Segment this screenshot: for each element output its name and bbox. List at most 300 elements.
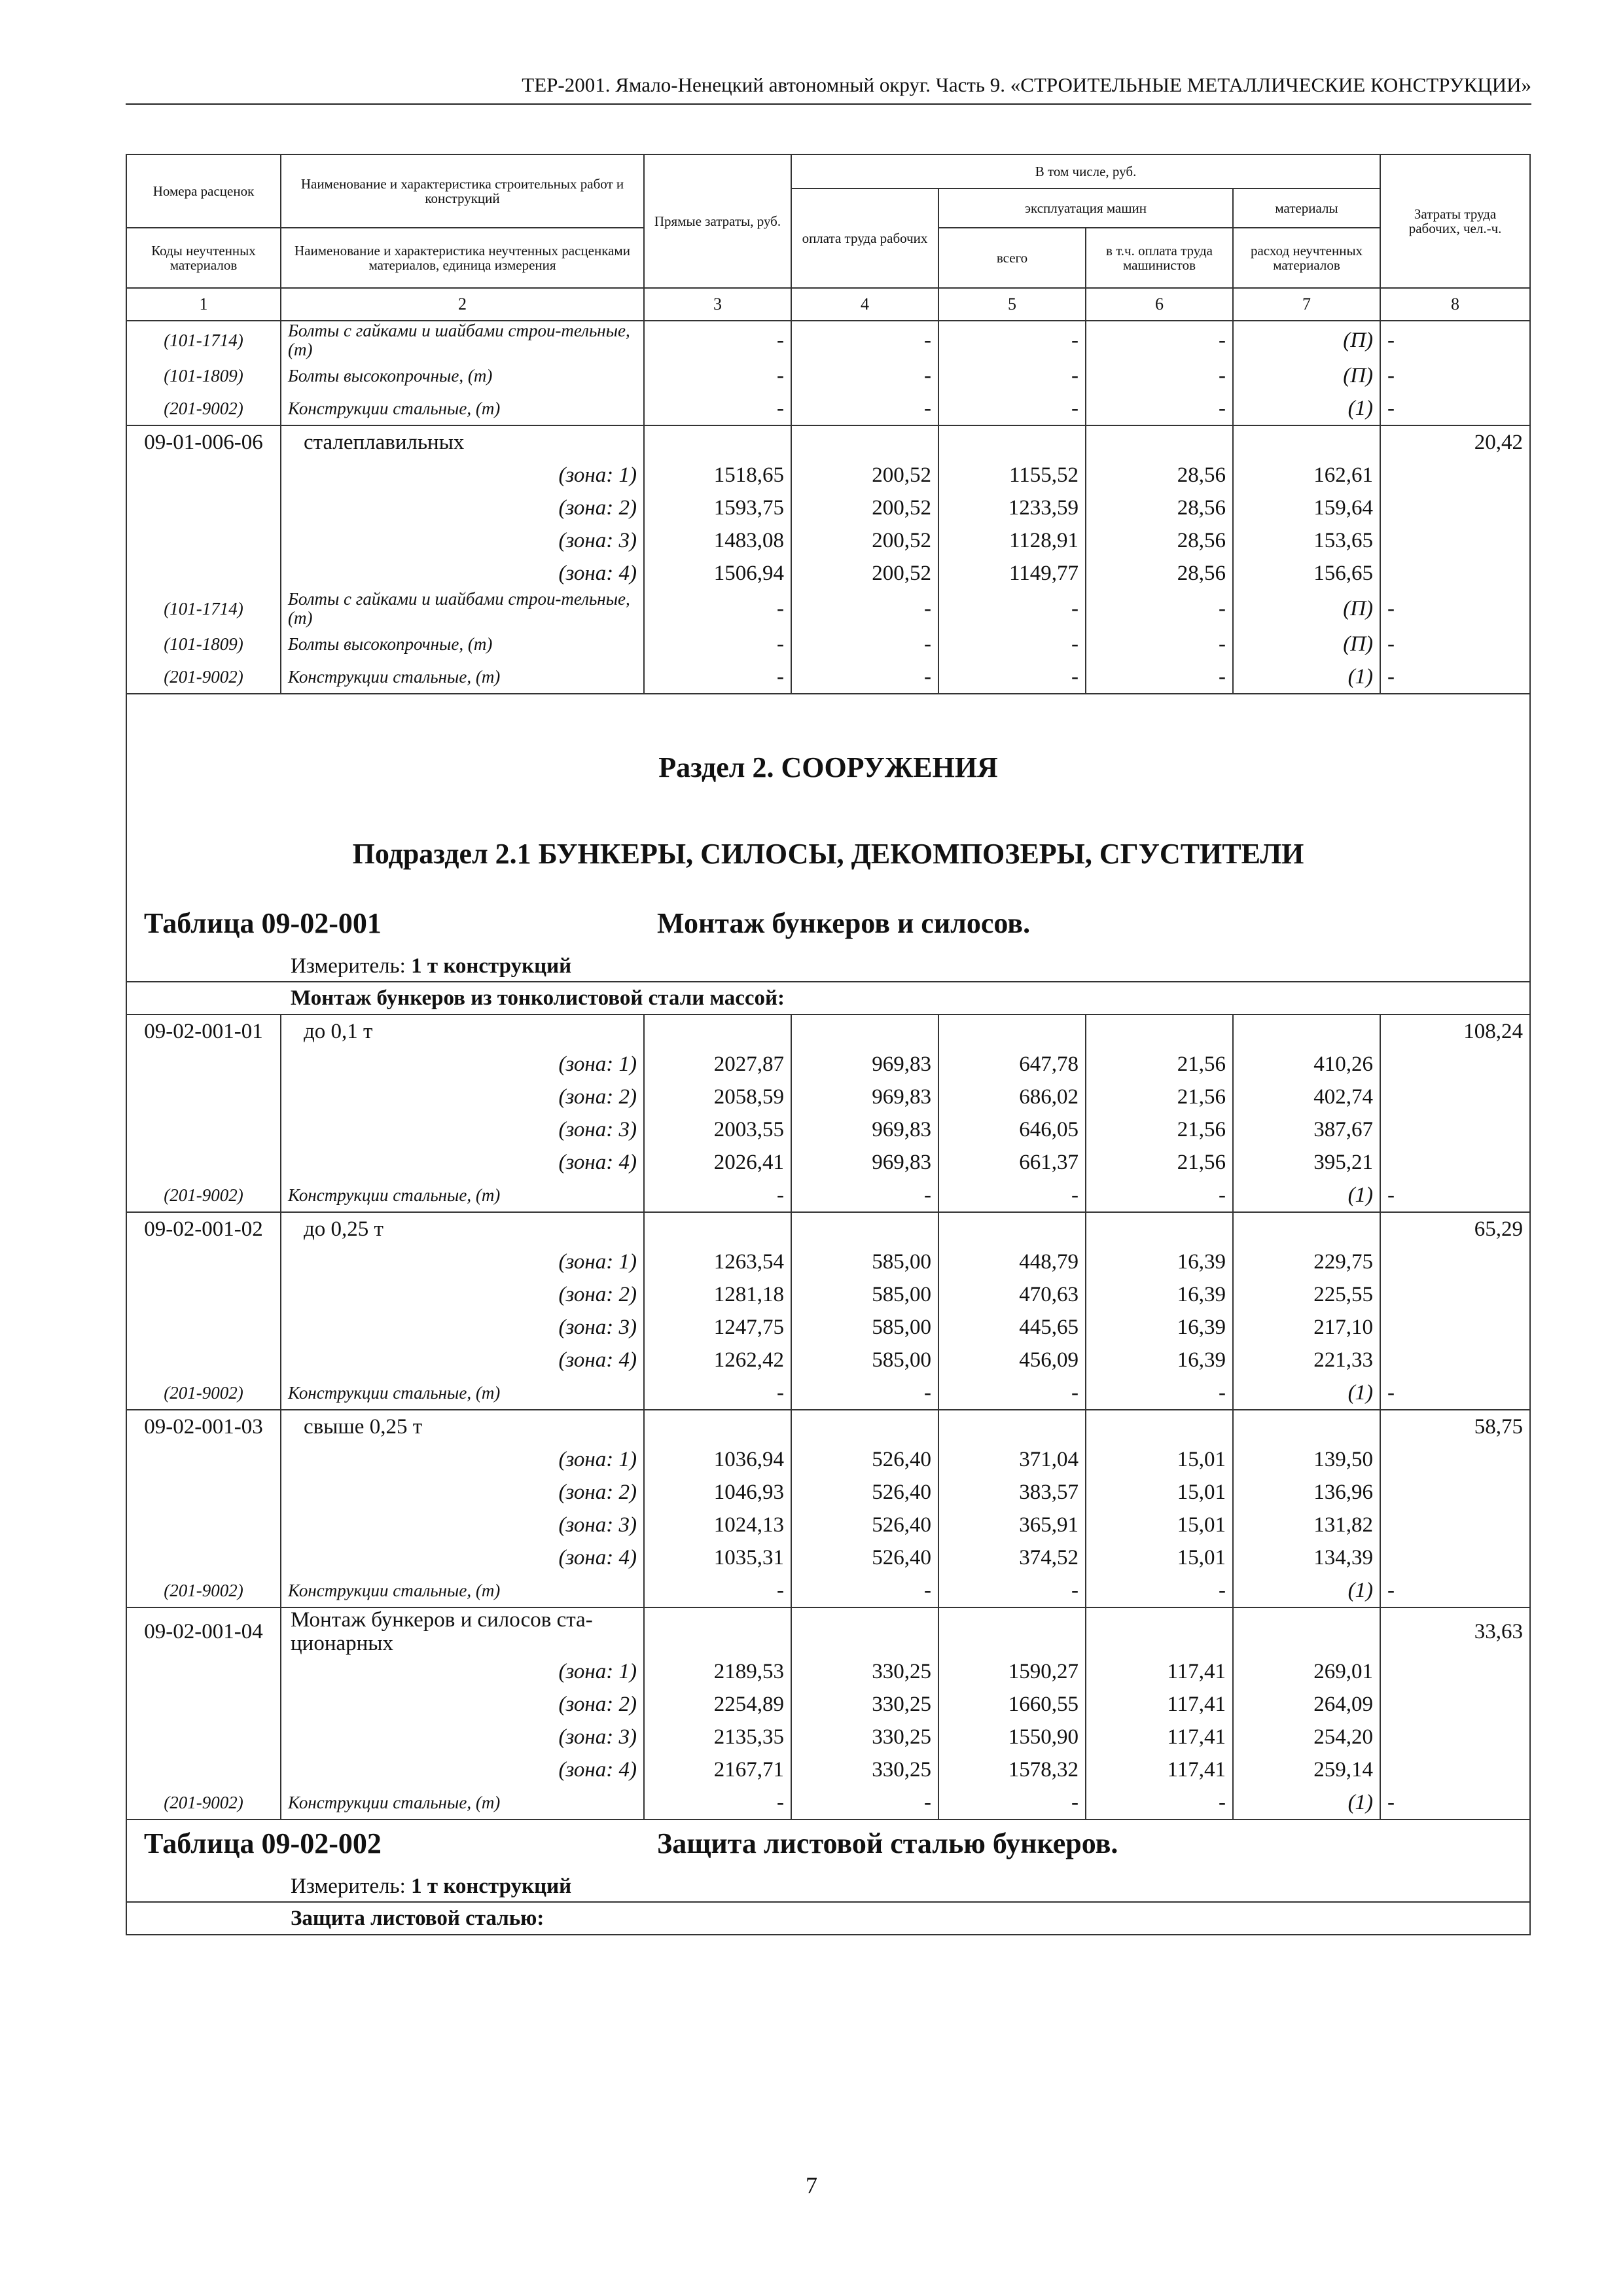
empty-cell	[1380, 1278, 1530, 1311]
empty-cell	[1086, 1607, 1233, 1655]
value-cell: 1036,94	[644, 1443, 791, 1476]
value-cell: 526,40	[791, 1509, 938, 1541]
labor-cost: 65,29	[1380, 1212, 1530, 1246]
value-cell: -	[1086, 590, 1233, 628]
empty-cell	[1233, 425, 1380, 459]
col-number: 6	[1086, 288, 1233, 321]
measure-line	[127, 951, 1529, 981]
th-material-codes: Коды неучтенных материалов	[126, 228, 281, 288]
th-work-name: Наименование и характеристика строительных работ и конструкций	[281, 154, 644, 228]
zone-label: (зона: 1)	[281, 1443, 644, 1476]
value-cell: 1590,27	[938, 1655, 1086, 1688]
value-cell: -	[1086, 359, 1233, 392]
value-cell: 28,56	[1086, 524, 1233, 557]
material-qty: (П)	[1233, 590, 1380, 628]
empty-cell	[938, 1607, 1086, 1655]
page-number: 7	[806, 2172, 817, 2198]
zone-row	[126, 492, 1530, 524]
value-cell: -	[1380, 660, 1530, 694]
value-cell: 1233,59	[938, 492, 1086, 524]
empty-cell	[1380, 1146, 1530, 1179]
material-code: (201-9002)	[126, 1786, 281, 1820]
empty-cell	[1380, 557, 1530, 590]
value-cell: -	[1086, 628, 1233, 660]
value-cell: 395,21	[1233, 1146, 1380, 1179]
empty-cell	[126, 1443, 281, 1476]
zone-row	[126, 1476, 1530, 1509]
material-qty: (1)	[1233, 660, 1380, 694]
value-cell: -	[1380, 1574, 1530, 1607]
value-cell: 16,39	[1086, 1311, 1233, 1344]
value-cell: 225,55	[1233, 1278, 1380, 1311]
material-code: (101-1714)	[126, 590, 281, 628]
zone-row	[126, 1278, 1530, 1311]
subsection-title: Подраздел 2.1 БУНКЕРЫ, СИЛОСЫ, ДЕКОМПОЗЕРЫ, СГУСТИТЕЛИ	[352, 838, 1304, 870]
value-cell: -	[791, 628, 938, 660]
rate-name: Монтаж бункеров и силосов ста-ционарных	[281, 1607, 644, 1655]
value-cell: 15,01	[1086, 1476, 1233, 1509]
value-cell: 456,09	[938, 1344, 1086, 1376]
table-header	[126, 154, 1530, 321]
empty-cell	[1086, 425, 1233, 459]
value-cell: -	[938, 359, 1086, 392]
value-cell: -	[1086, 1574, 1233, 1607]
empty-cell	[126, 1146, 281, 1179]
value-cell: 21,56	[1086, 1081, 1233, 1113]
material-qty: (П)	[1233, 628, 1380, 660]
empty-cell	[1380, 492, 1530, 524]
empty-cell	[644, 425, 791, 459]
value-cell: 162,61	[1233, 459, 1380, 492]
zone-label: (зона: 2)	[281, 1278, 644, 1311]
value-cell: 217,10	[1233, 1311, 1380, 1344]
th-machinists-wages: в т.ч. оплата труда машинистов	[1086, 228, 1233, 288]
rate-row	[126, 425, 1530, 459]
zone-label: (зона: 1)	[281, 1048, 644, 1081]
zone-row	[126, 1721, 1530, 1753]
empty-cell	[126, 557, 281, 590]
th-direct-costs: Прямые затраты, руб.	[644, 154, 791, 288]
empty-cell	[644, 1607, 791, 1655]
value-cell: -	[938, 1574, 1086, 1607]
material-row	[126, 590, 1530, 628]
value-cell: -	[644, 660, 791, 694]
material-code: (201-9002)	[126, 660, 281, 694]
value-cell: -	[1380, 359, 1530, 392]
empty-cell	[126, 1541, 281, 1574]
empty-cell	[1380, 459, 1530, 492]
zone-label: (зона: 4)	[281, 1344, 644, 1376]
value-cell: 200,52	[791, 557, 938, 590]
empty-cell	[938, 1410, 1086, 1443]
material-row	[126, 1574, 1530, 1607]
col-number: 1	[126, 288, 281, 321]
col-number: 7	[1233, 288, 1380, 321]
value-cell: -	[644, 392, 791, 425]
measure-value: 1 т конструкций	[411, 954, 572, 978]
value-cell: 1247,75	[644, 1311, 791, 1344]
value-cell: 229,75	[1233, 1246, 1380, 1278]
measure-prefix: Измеритель:	[291, 1874, 406, 1898]
zone-row	[126, 1655, 1530, 1688]
material-row	[126, 660, 1530, 694]
value-cell: 1660,55	[938, 1688, 1086, 1721]
value-cell: 585,00	[791, 1311, 938, 1344]
zone-label: (зона: 1)	[281, 459, 644, 492]
value-cell: 2254,89	[644, 1688, 791, 1721]
value-cell: 117,41	[1086, 1753, 1233, 1786]
empty-cell	[126, 524, 281, 557]
value-cell: 221,33	[1233, 1344, 1380, 1376]
rate-name: сталеплавильных	[281, 425, 644, 459]
material-qty: (1)	[1233, 1376, 1380, 1410]
zone-row	[126, 1246, 1530, 1278]
material-name: Конструкции стальные, (т)	[281, 660, 644, 694]
value-cell: -	[938, 1786, 1086, 1820]
value-cell: 269,01	[1233, 1655, 1380, 1688]
value-cell: -	[938, 590, 1086, 628]
zone-row	[126, 1146, 1530, 1179]
value-cell: 526,40	[791, 1476, 938, 1509]
value-cell: 2189,53	[644, 1655, 791, 1688]
empty-cell	[126, 1721, 281, 1753]
value-cell: 1281,18	[644, 1278, 791, 1311]
value-cell: 2135,35	[644, 1721, 791, 1753]
rate-09-02-001-03	[126, 1410, 1530, 1607]
empty-cell	[126, 1753, 281, 1786]
table-title: Монтаж бункеров и силосов.	[657, 907, 1031, 939]
th-machines-total: всего	[938, 228, 1086, 288]
value-cell: 383,57	[938, 1476, 1086, 1509]
material-name: Конструкции стальные, (т)	[281, 1179, 644, 1212]
zone-row	[126, 1081, 1530, 1113]
measure-prefix: Измеритель:	[291, 954, 406, 978]
value-cell: 16,39	[1086, 1344, 1233, 1376]
value-cell: 2058,59	[644, 1081, 791, 1113]
empty-cell	[126, 1509, 281, 1541]
labor-cost: 20,42	[1380, 425, 1530, 459]
table-label: Таблица 09-02-002	[144, 1827, 382, 1859]
value-cell: -	[644, 590, 791, 628]
zone-row	[126, 1753, 1530, 1786]
table2-block	[126, 1820, 1530, 1935]
zone-label: (зона: 4)	[281, 1541, 644, 1574]
col-number: 4	[791, 288, 938, 321]
value-cell: -	[938, 1179, 1086, 1212]
empty-cell	[1086, 1410, 1233, 1443]
rate-row	[126, 1607, 1530, 1655]
material-name: Конструкции стальные, (т)	[281, 1786, 644, 1820]
value-cell: -	[1086, 1179, 1233, 1212]
value-cell: 330,25	[791, 1721, 938, 1753]
material-row	[126, 392, 1530, 425]
zone-label: (зона: 2)	[281, 1081, 644, 1113]
value-cell: 2026,41	[644, 1146, 791, 1179]
value-cell: 969,83	[791, 1113, 938, 1146]
header-rule	[126, 103, 1531, 105]
empty-cell	[126, 1688, 281, 1721]
zone-row	[126, 1344, 1530, 1376]
value-cell: -	[791, 359, 938, 392]
value-cell: -	[1086, 1786, 1233, 1820]
value-cell: 117,41	[1086, 1655, 1233, 1688]
empty-cell	[126, 1246, 281, 1278]
value-cell: 2003,55	[644, 1113, 791, 1146]
material-row	[126, 1179, 1530, 1212]
empty-cell	[1380, 1655, 1530, 1688]
measure-line	[127, 1871, 1529, 1901]
empty-cell	[644, 1014, 791, 1048]
price-table	[126, 154, 1531, 1935]
empty-cell	[791, 425, 938, 459]
value-cell: 1550,90	[938, 1721, 1086, 1753]
value-cell: 259,14	[1233, 1753, 1380, 1786]
value-cell: 402,74	[1233, 1081, 1380, 1113]
value-cell: 470,63	[938, 1278, 1086, 1311]
empty-cell	[1380, 1509, 1530, 1541]
material-qty: (П)	[1233, 359, 1380, 392]
empty-cell	[1380, 1113, 1530, 1146]
value-cell: 1155,52	[938, 459, 1086, 492]
zone-label: (зона: 4)	[281, 1146, 644, 1179]
value-cell: -	[791, 321, 938, 359]
empty-cell	[1380, 1688, 1530, 1721]
value-cell: -	[1380, 1786, 1530, 1820]
value-cell: 200,52	[791, 524, 938, 557]
value-cell: -	[938, 321, 1086, 359]
value-cell: 159,64	[1233, 492, 1380, 524]
value-cell: 585,00	[791, 1278, 938, 1311]
value-cell: 1262,42	[644, 1344, 791, 1376]
value-cell: 330,25	[791, 1688, 938, 1721]
empty-cell	[938, 1212, 1086, 1246]
table-label: Таблица 09-02-001	[144, 907, 382, 939]
empty-cell	[126, 1311, 281, 1344]
value-cell: 1035,31	[644, 1541, 791, 1574]
value-cell: 448,79	[938, 1246, 1086, 1278]
value-cell: 1149,77	[938, 557, 1086, 590]
empty-cell	[1380, 1443, 1530, 1476]
col-number: 8	[1380, 288, 1530, 321]
value-cell: -	[644, 1786, 791, 1820]
value-cell: 969,83	[791, 1146, 938, 1179]
material-row	[126, 1786, 1530, 1820]
value-cell: 969,83	[791, 1081, 938, 1113]
table-title: Защита листовой сталью бункеров.	[657, 1827, 1118, 1859]
value-cell: 365,91	[938, 1509, 1086, 1541]
rate-09-02-001-01	[126, 1014, 1530, 1212]
material-row	[126, 1376, 1530, 1410]
material-qty: (1)	[1233, 1574, 1380, 1607]
value-cell: -	[791, 1179, 938, 1212]
empty-cell	[938, 425, 1086, 459]
material-row	[126, 628, 1530, 660]
empty-cell	[791, 1607, 938, 1655]
th-labor: Затраты труда рабочих, чел.-ч.	[1380, 154, 1530, 288]
value-cell: -	[644, 1574, 791, 1607]
value-cell: 410,26	[1233, 1048, 1380, 1081]
material-row	[126, 359, 1530, 392]
empty-cell	[1380, 1721, 1530, 1753]
material-qty: (П)	[1233, 321, 1380, 359]
value-cell: 2027,87	[644, 1048, 791, 1081]
value-cell: 585,00	[791, 1344, 938, 1376]
value-cell: 28,56	[1086, 459, 1233, 492]
empty-cell	[791, 1410, 938, 1443]
zone-label: (зона: 3)	[281, 1113, 644, 1146]
value-cell: 1593,75	[644, 492, 791, 524]
value-cell: 647,78	[938, 1048, 1086, 1081]
zone-label: (зона: 3)	[281, 1509, 644, 1541]
subgroup-heading: Монтаж бункеров из тонколистовой стали массой:	[126, 982, 1530, 1014]
value-cell: 1578,32	[938, 1753, 1086, 1786]
empty-cell	[126, 459, 281, 492]
zone-label: (зона: 4)	[281, 557, 644, 590]
empty-cell	[126, 1081, 281, 1113]
labor-cost: 58,75	[1380, 1410, 1530, 1443]
rate-row	[126, 1014, 1530, 1048]
empty-cell	[126, 1344, 281, 1376]
material-name: Болты высокопрочные, (т)	[281, 359, 644, 392]
empty-cell	[1380, 1048, 1530, 1081]
zone-row	[126, 1048, 1530, 1081]
empty-cell	[1380, 1541, 1530, 1574]
value-cell: 526,40	[791, 1443, 938, 1476]
empty-cell	[644, 1410, 791, 1443]
material-row	[126, 321, 1530, 359]
empty-cell	[126, 1278, 281, 1311]
value-cell: 1506,94	[644, 557, 791, 590]
rate-row	[126, 1410, 1530, 1443]
value-cell: 1128,91	[938, 524, 1086, 557]
rate-row	[126, 1212, 1530, 1246]
value-cell: 2167,71	[644, 1753, 791, 1786]
empty-cell	[126, 1655, 281, 1688]
value-cell: -	[1380, 590, 1530, 628]
rate-name: до 0,1 т	[281, 1014, 644, 1048]
value-cell: 200,52	[791, 492, 938, 524]
empty-cell	[1380, 1246, 1530, 1278]
zone-label: (зона: 2)	[281, 1688, 644, 1721]
value-cell: -	[1380, 1179, 1530, 1212]
value-cell: 330,25	[791, 1655, 938, 1688]
value-cell: -	[644, 359, 791, 392]
value-cell: -	[1086, 660, 1233, 694]
value-cell: -	[791, 1786, 938, 1820]
value-cell: 646,05	[938, 1113, 1086, 1146]
empty-cell	[126, 1476, 281, 1509]
zone-row	[126, 1113, 1530, 1146]
material-qty: (1)	[1233, 1179, 1380, 1212]
rate-code: 09-01-006-06	[126, 425, 281, 459]
zone-label: (зона: 2)	[281, 492, 644, 524]
value-cell: 254,20	[1233, 1721, 1380, 1753]
value-cell: -	[1380, 392, 1530, 425]
material-qty: (1)	[1233, 392, 1380, 425]
zone-label: (зона: 3)	[281, 1311, 644, 1344]
value-cell: 1046,93	[644, 1476, 791, 1509]
value-cell: 264,09	[1233, 1688, 1380, 1721]
labor-cost: 33,63	[1380, 1607, 1530, 1655]
value-cell: -	[1380, 628, 1530, 660]
zone-label: (зона: 1)	[281, 1655, 644, 1688]
material-name: Конструкции стальные, (т)	[281, 392, 644, 425]
empty-cell	[938, 1014, 1086, 1048]
value-cell: 117,41	[1086, 1688, 1233, 1721]
th-material-names: Наименование и характеристика неучтенных расценками материалов, единица измерения	[281, 228, 644, 288]
value-cell: 1263,54	[644, 1246, 791, 1278]
value-cell: 153,65	[1233, 524, 1380, 557]
empty-cell	[1380, 1476, 1530, 1509]
value-cell: 1518,65	[644, 459, 791, 492]
value-cell: 330,25	[791, 1753, 938, 1786]
value-cell: 21,56	[1086, 1113, 1233, 1146]
value-cell: 387,67	[1233, 1113, 1380, 1146]
material-name: Болты с гайками и шайбами строи-тельные, (т)	[281, 321, 644, 359]
value-cell: 117,41	[1086, 1721, 1233, 1753]
zone-label: (зона: 1)	[281, 1246, 644, 1278]
value-cell: -	[644, 321, 791, 359]
rate-name: до 0,25 т	[281, 1212, 644, 1246]
zone-label: (зона: 3)	[281, 524, 644, 557]
value-cell: 1483,08	[644, 524, 791, 557]
value-cell: 134,39	[1233, 1541, 1380, 1574]
material-name: Болты высокопрочные, (т)	[281, 628, 644, 660]
value-cell: -	[938, 392, 1086, 425]
material-code: (101-1809)	[126, 628, 281, 660]
material-code: (101-1714)	[126, 321, 281, 359]
col-number: 2	[281, 288, 644, 321]
value-cell: 1024,13	[644, 1509, 791, 1541]
empty-cell	[1380, 1081, 1530, 1113]
value-cell: 445,65	[938, 1311, 1086, 1344]
value-cell: -	[644, 628, 791, 660]
rate-09-02-001-04	[126, 1607, 1530, 1820]
value-cell: 15,01	[1086, 1541, 1233, 1574]
section-title: Раздел 2. СООРУЖЕНИЯ	[658, 751, 998, 783]
value-cell: 131,82	[1233, 1509, 1380, 1541]
material-code: (201-9002)	[126, 1179, 281, 1212]
page-header: ТЕР-2001. Ямало-Ненецкий автономный округ. Часть 9. «СТРОИТЕЛЬНЫЕ МЕТАЛЛИЧЕСКИЕ КОНСТРУКЦИИ»	[522, 73, 1531, 96]
zone-row	[126, 1443, 1530, 1476]
empty-cell	[1380, 1311, 1530, 1344]
rate-09-01-006-06	[126, 425, 1530, 694]
value-cell: 526,40	[791, 1541, 938, 1574]
value-cell: -	[1086, 321, 1233, 359]
empty-cell	[1233, 1014, 1380, 1048]
value-cell: 139,50	[1233, 1443, 1380, 1476]
empty-cell	[126, 492, 281, 524]
th-materials: материалы	[1233, 188, 1380, 228]
rate-code: 09-02-001-01	[126, 1014, 281, 1048]
empty-cell	[1086, 1212, 1233, 1246]
rate-code: 09-02-001-02	[126, 1212, 281, 1246]
value-cell: -	[1086, 1376, 1233, 1410]
rate-code: 09-02-001-04	[126, 1607, 281, 1655]
value-cell: 686,02	[938, 1081, 1086, 1113]
material-qty: (1)	[1233, 1786, 1380, 1820]
value-cell: -	[791, 392, 938, 425]
material-code: (201-9002)	[126, 1376, 281, 1410]
empty-cell	[1086, 1014, 1233, 1048]
empty-cell	[126, 1113, 281, 1146]
value-cell: 21,56	[1086, 1146, 1233, 1179]
value-cell: -	[1086, 392, 1233, 425]
value-cell: 374,52	[938, 1541, 1086, 1574]
value-cell: 371,04	[938, 1443, 1086, 1476]
value-cell: -	[938, 628, 1086, 660]
zone-row	[126, 557, 1530, 590]
